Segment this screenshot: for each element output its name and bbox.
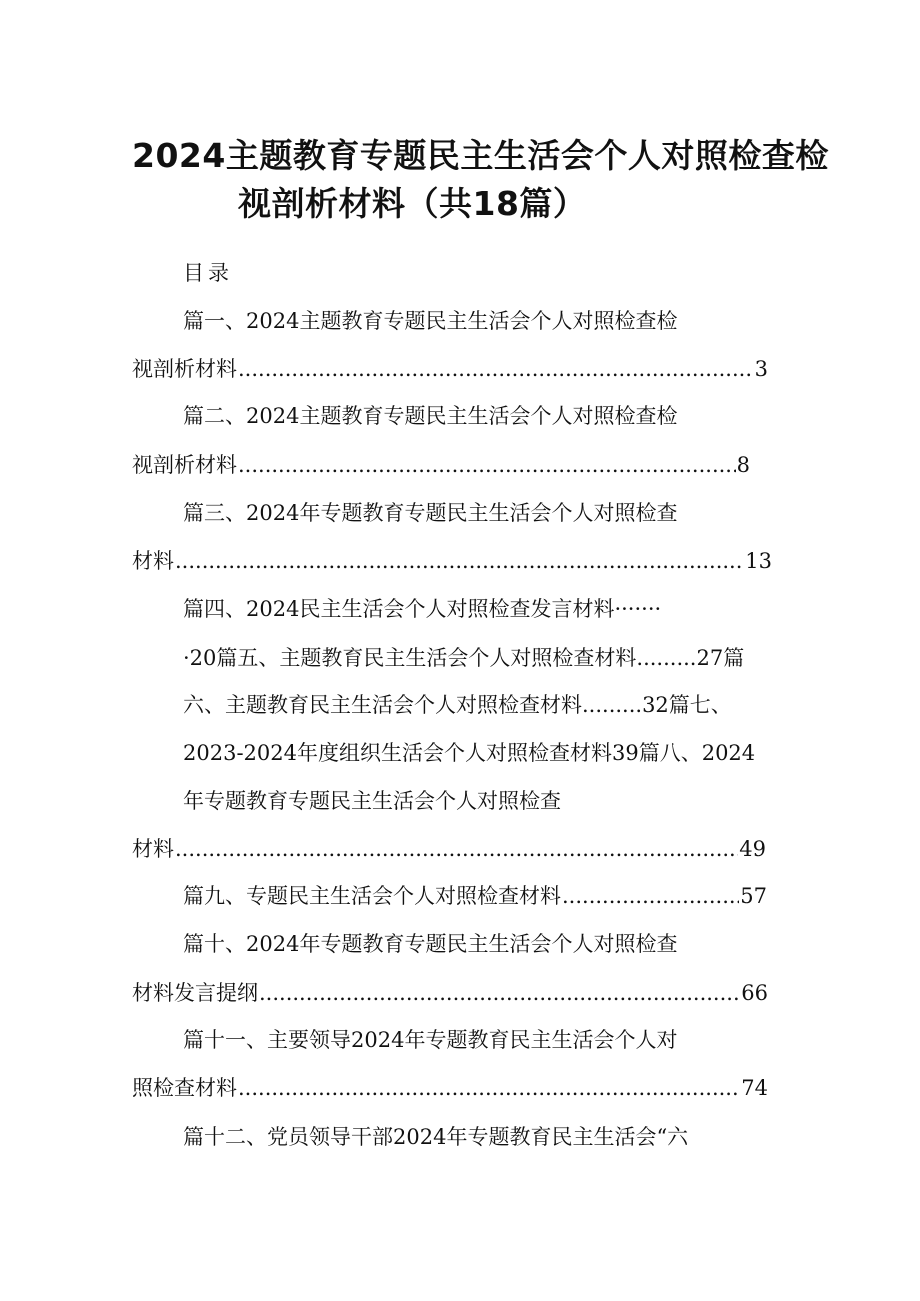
toc-entry-2-tail: 视剖析材料: [132, 453, 237, 477]
toc-entry-1-tail: 视剖析材料: [132, 357, 237, 381]
toc-run-line-4[interactable]: 2023-2024年度组织生活会个人对照检查材料39篇八、2024: [183, 741, 756, 765]
toc-entry-12-head[interactable]: 篇十二、党员领导干部2024年专题教育民主生活会“六: [183, 1125, 689, 1149]
toc-entry-2-head[interactable]: 篇二、2024主题教育专题民主生活会个人对照检查检: [183, 404, 678, 428]
toc-entry-11-tail: 照检查材料: [132, 1076, 237, 1100]
toc-leader-dots: [175, 834, 738, 864]
toc-entry-1[interactable]: [132, 354, 768, 384]
toc-entry-11-page: 74: [741, 1076, 768, 1100]
toc-entry-3-page: 13: [745, 549, 772, 573]
toc-entry-8-page: 49: [739, 837, 766, 861]
toc-entry-3[interactable]: [132, 546, 772, 576]
toc-entry-3-tail: 材料: [132, 549, 174, 573]
document-title-line-1: 2024主题教育专题民主生活会个人对照检查检: [132, 136, 829, 175]
toc-leader-dots: [238, 450, 736, 480]
toc-entry-11-head[interactable]: 篇十一、主要领导2024年专题教育民主生活会个人对: [183, 1028, 678, 1052]
toc-entry-9[interactable]: [183, 881, 767, 911]
toc-entry-10-tail: 材料发言提纲: [132, 981, 258, 1005]
toc-leader-dots: [238, 1073, 740, 1103]
toc-entry-9-text: 篇九、专题民主生活会个人对照检查材料: [183, 884, 561, 908]
toc-entry-10-page: 66: [741, 981, 768, 1005]
toc-entry-2-page: 8: [736, 453, 750, 477]
toc-leader-dots: [238, 354, 754, 384]
toc-entry-8-tail: 材料: [132, 837, 174, 861]
toc-entry-1-head[interactable]: 篇一、2024主题教育专题民主生活会个人对照检查检: [183, 309, 678, 333]
document-title-line-2: 视剖析材料（共18篇）: [238, 184, 587, 223]
toc-leader-dots: [562, 881, 739, 911]
toc-entry-2[interactable]: [132, 450, 750, 480]
toc-entry-10-head[interactable]: 篇十、2024年专题教育专题民主生活会个人对照检查: [183, 932, 678, 956]
toc-run-line-3[interactable]: 六、主题教育民主生活会个人对照检查材料.........32篇七、: [183, 693, 732, 717]
toc-leader-dots: [175, 546, 744, 576]
toc-leader-dots: [259, 978, 740, 1008]
toc-entry-3-head[interactable]: 篇三、2024年专题教育专题民主生活会个人对照检查: [183, 501, 678, 525]
toc-run-line-1[interactable]: 篇四、2024民主生活会个人对照检查发言材料·······: [183, 597, 662, 621]
toc-entry-1-page: 3: [754, 357, 768, 381]
toc-run-line-5[interactable]: 年专题教育专题民主生活会个人对照检查: [183, 789, 561, 813]
toc-entry-9-page: 57: [740, 884, 767, 908]
toc-entry-10[interactable]: [132, 978, 768, 1008]
toc-heading: 目录: [183, 261, 233, 285]
toc-entry-11[interactable]: [132, 1073, 768, 1103]
toc-run-line-2[interactable]: ·20篇五、主题教育民主生活会个人对照检查材料.........27篇: [183, 646, 745, 670]
toc-entry-8[interactable]: [132, 834, 766, 864]
